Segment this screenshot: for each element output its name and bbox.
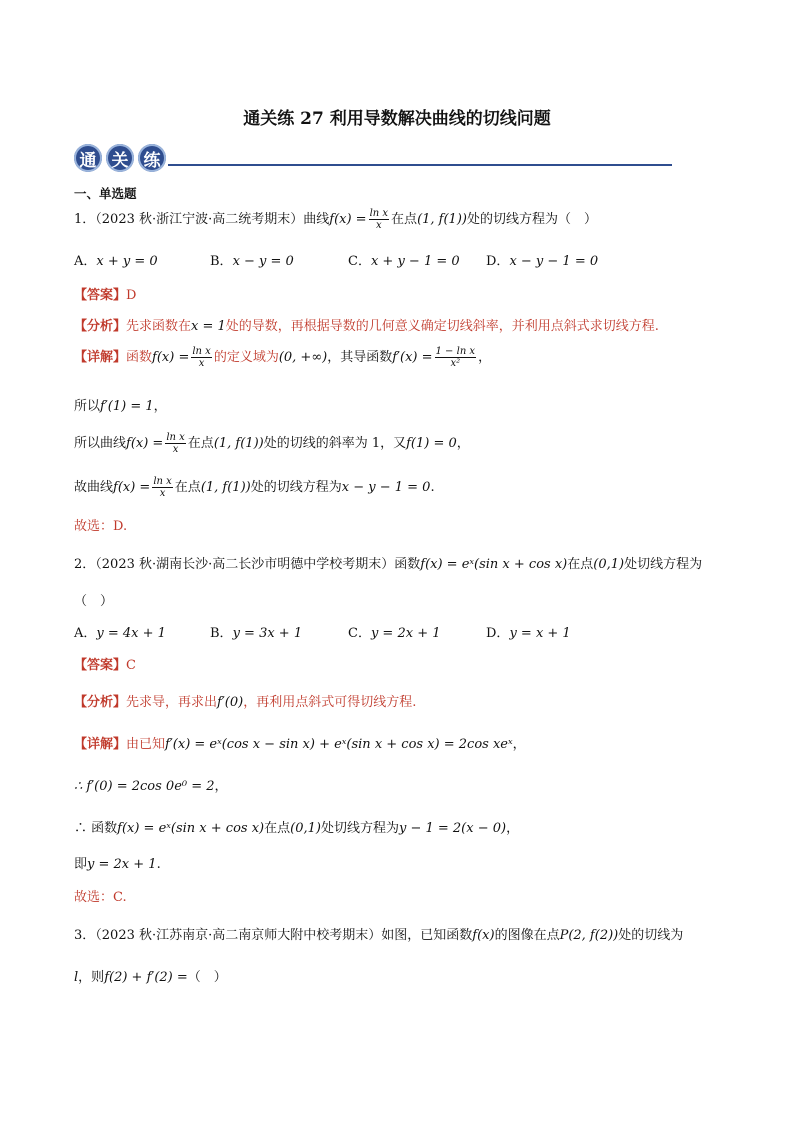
q2-detail-line3: ∴ 函数f(x) = eˣ(sin x + cos x)在点(0,1)处切线方程为y − 1 = 2(x − 0)， xyxy=(74,821,520,836)
q2-option-b: B．y = 3x + 1 xyxy=(210,626,303,641)
q1-choose: 故选：D. xyxy=(74,519,128,534)
q1-detail-line3: 所以曲线f(x) = $\frac{\text{ln x}}{x}$ 在点(1, f(1))处的切线的斜率为 1，又f(1) = 0， xyxy=(74,432,470,455)
q1-option-c: C．x + y − 1 = 0 xyxy=(348,254,460,269)
q2-option-d: D．y = x + 1 xyxy=(486,626,571,641)
q1-option-b: B．x − y = 0 xyxy=(210,254,294,269)
header-rule xyxy=(168,164,672,166)
tongguanlian-badge xyxy=(74,144,170,172)
q1-option-a: A．x + y = 0 xyxy=(74,254,158,269)
q2-detail-line4: 即y = 2x + 1. xyxy=(74,857,161,872)
q2-option-c: C．y = 2x + 1 xyxy=(348,626,441,641)
q2-analysis: 【分析】先求导，再求出f′(0)，再利用点斜式可得切线方程. xyxy=(74,695,417,710)
q3-stem-line2: l，则f(2) + f′(2) =（ ） xyxy=(74,970,227,985)
q2-answer: 【答案】C xyxy=(74,658,136,673)
q1-answer: 【答案】D xyxy=(74,288,137,303)
badge-char: 关 xyxy=(106,144,134,172)
q2-stem-paren: （ ） xyxy=(74,594,114,609)
q1-option-d: D．x − y − 1 = 0 xyxy=(486,254,599,269)
badge-char: 通 xyxy=(74,144,102,172)
q2-choose: 故选：C. xyxy=(74,890,127,905)
q1-detail-line1: 【详解】函数f(x) = $\frac{\text{ln x}}{x}$ 的定义域为(0, +∞)，其导函数f′(x) = $\frac{\text{1 − ln x}}{\text{x²}}$ ， xyxy=(74,346,492,369)
q3-stem: 3．（2023 秋·江苏南京·高二南京师大附中校考期末）如图，已知函数f(x)的图像在点P(2, f(2))处的切线为 xyxy=(74,928,684,943)
q1-detail-line2: 所以f′(1) = 1， xyxy=(74,399,167,414)
badge-char: 练 xyxy=(138,144,166,172)
page-title: 通关练 27 利用导数解决曲线的切线问题 xyxy=(243,109,551,129)
q1-stem: 1．（2023 秋·浙江宁波·高二统考期末）曲线f(x) = $\frac{\text{ln x}}{x}$ 在点(1, f(1))处的切线方程为（ ） xyxy=(74,208,597,231)
q2-option-a: A．y = 4x + 1 xyxy=(74,626,166,641)
q1-detail-line4: 故曲线f(x) = $\frac{\text{ln x}}{x}$ 在点(1, f(1))处的切线方程为x − y − 1 = 0. xyxy=(74,476,435,499)
q2-stem: 2．（2023 秋·湖南长沙·高二长沙市明德中学校考期末）函数f(x) = eˣ(sin x + cos x)在点(0,1)处切线方程为 xyxy=(74,557,703,572)
q2-detail-line2: ∴ f′(0) = 2cos 0e⁰ = 2， xyxy=(74,779,228,794)
section-heading: 一、单选题 xyxy=(74,186,137,201)
q2-detail-line1: 【详解】由已知f′(x) = eˣ(cos x − sin x) + eˣ(sin x + cos x) = 2cos xeˣ， xyxy=(74,737,526,752)
q1-analysis: 【分析】先求函数在x = 1处的导数，再根据导数的几何意义确定切线斜率，并利用点斜式求切线方程. xyxy=(74,319,659,334)
